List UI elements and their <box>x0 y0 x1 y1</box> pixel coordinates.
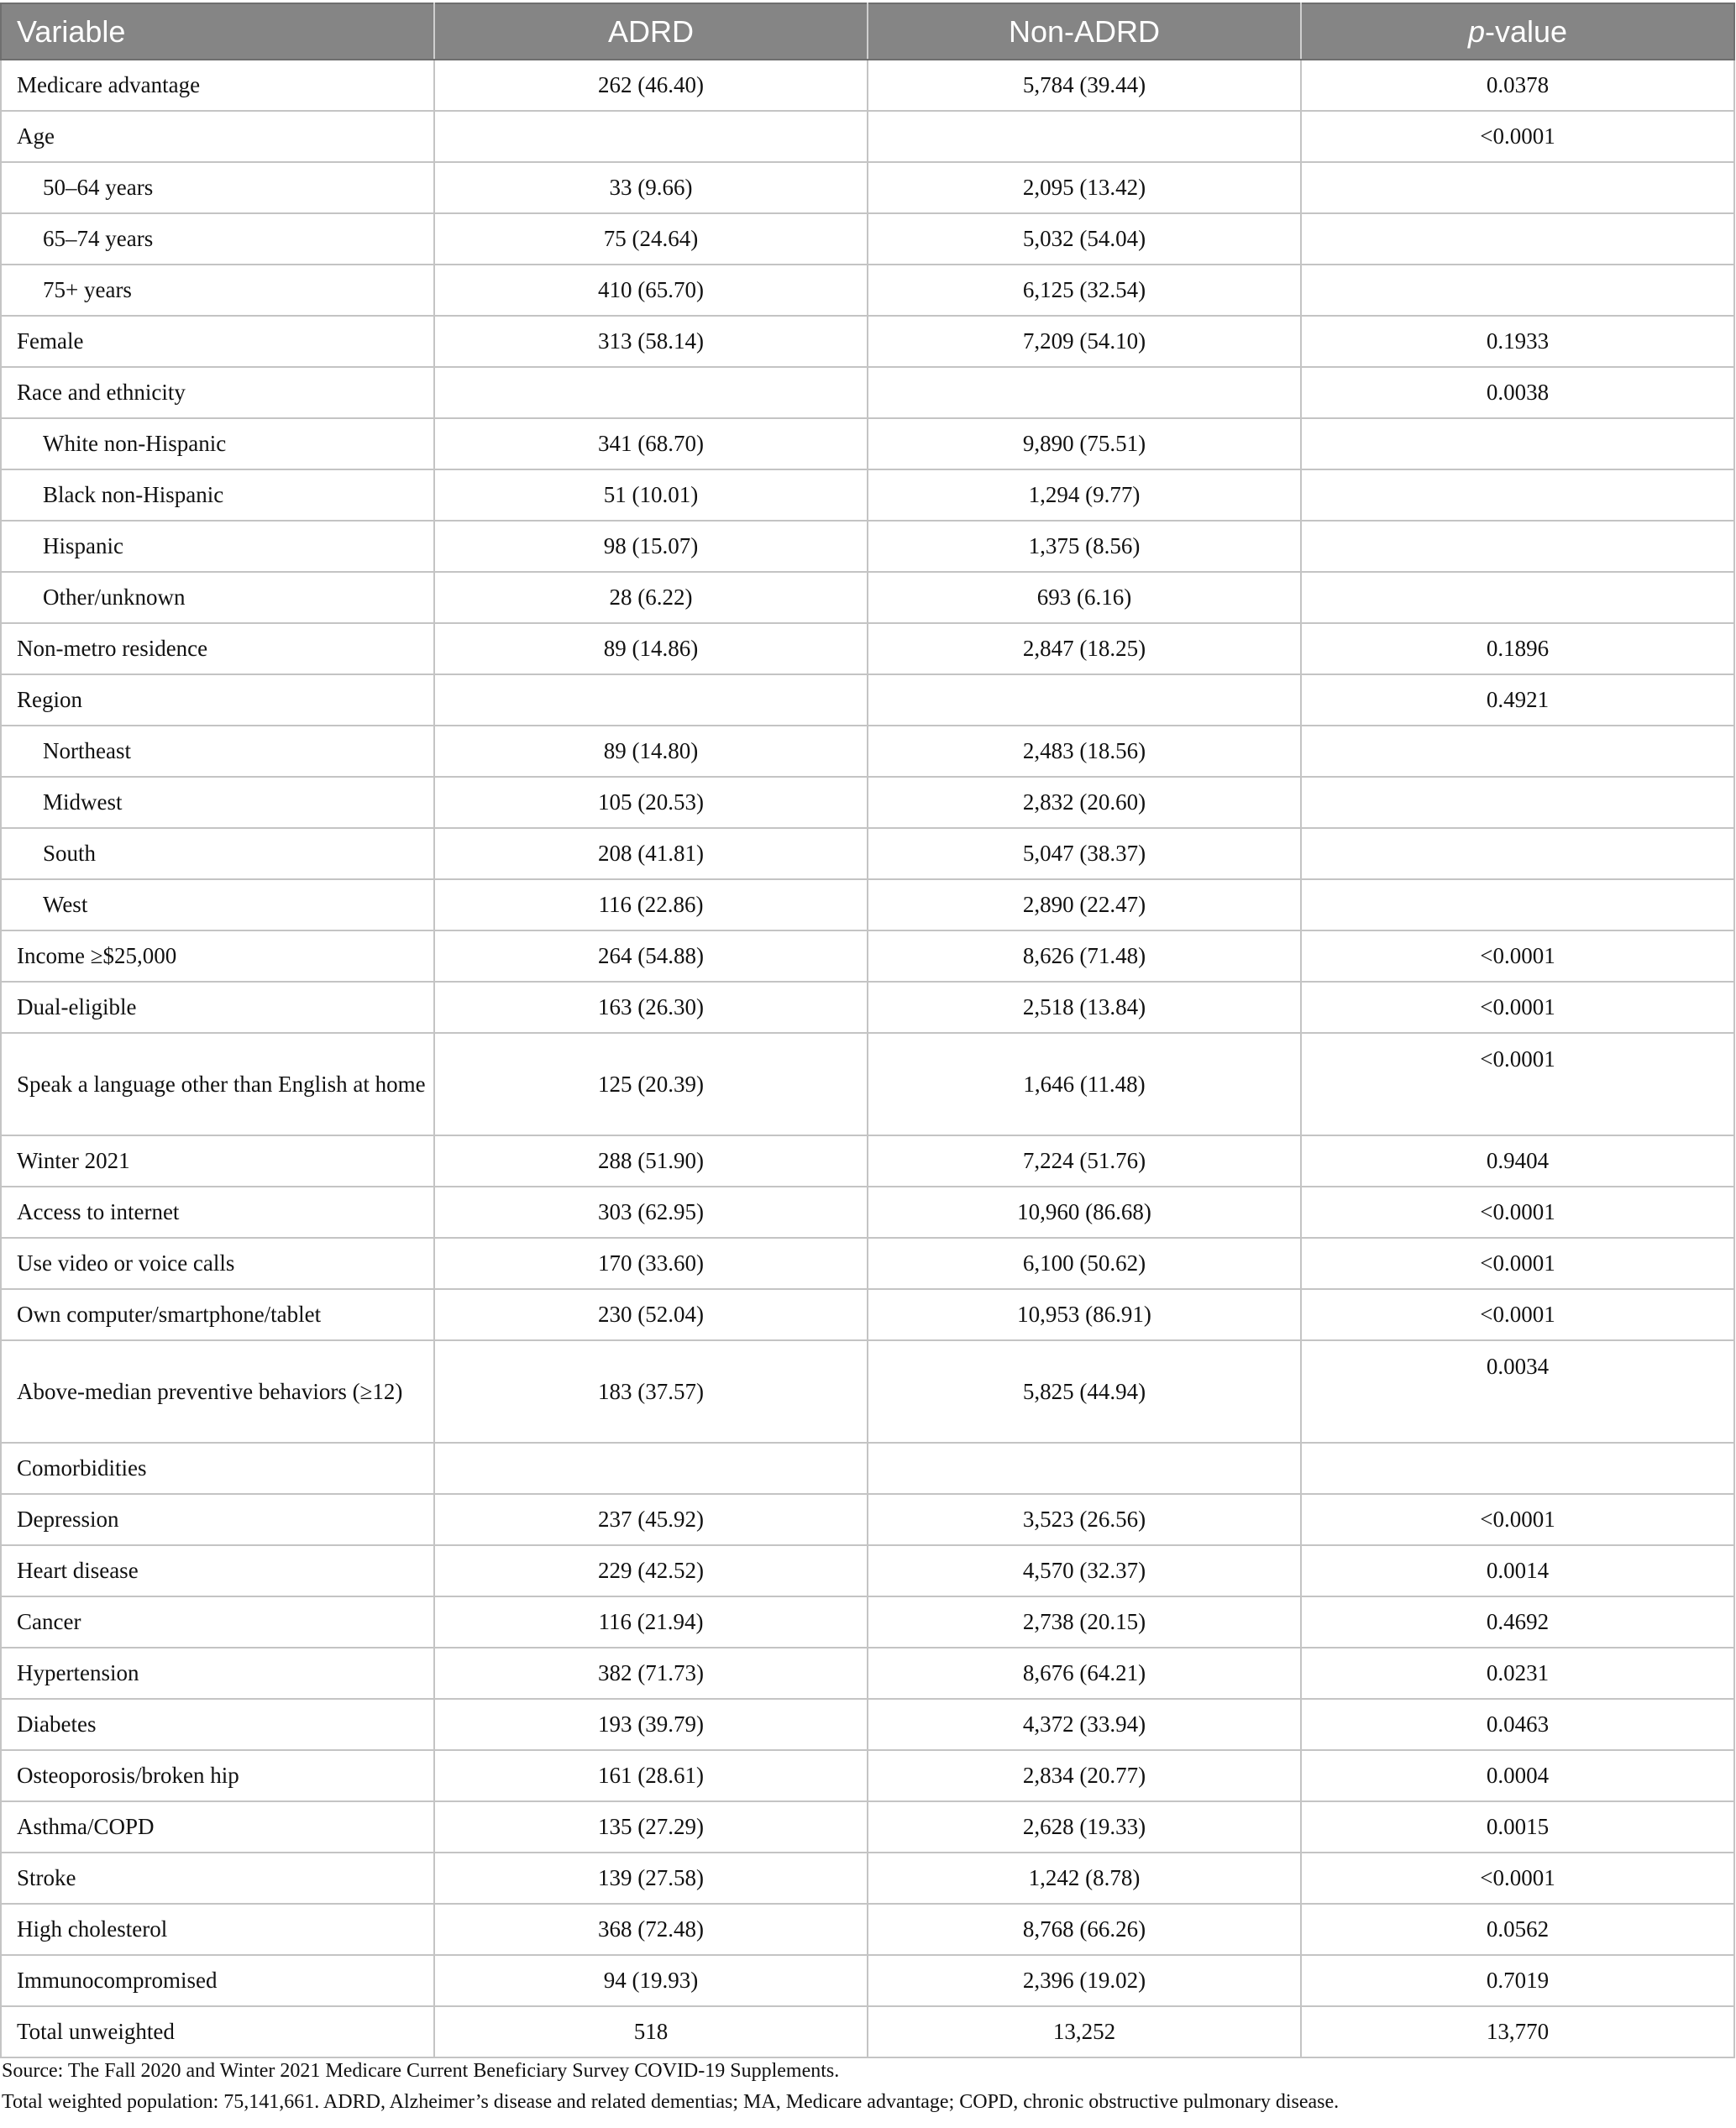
cell-variable: Heart disease <box>1 1545 434 1596</box>
cell-non-adrd: 1,375 (8.56) <box>868 521 1301 572</box>
cell-variable: 75+ years <box>1 265 434 316</box>
table-footnotes <box>2 2056 1732 2118</box>
cell-variable: West <box>1 879 434 930</box>
cell-p-value <box>1301 828 1734 879</box>
cell-non-adrd: 2,628 (19.33) <box>868 1801 1301 1853</box>
cell-adrd: 89 (14.86) <box>434 623 868 674</box>
cell-p-value: 0.7019 <box>1301 1955 1734 2006</box>
table-row <box>1 1904 1734 1955</box>
cell-p-value <box>1301 879 1734 930</box>
cell-p-value: <0.0001 <box>1301 111 1734 162</box>
cell-adrd: 94 (19.93) <box>434 1955 868 2006</box>
cell-non-adrd: 5,032 (54.04) <box>868 213 1301 265</box>
cell-adrd: 368 (72.48) <box>434 1904 868 1955</box>
cell-non-adrd: 3,523 (26.56) <box>868 1494 1301 1545</box>
cell-adrd: 116 (22.86) <box>434 879 868 930</box>
cell-adrd: 410 (65.70) <box>434 265 868 316</box>
cell-adrd: 262 (46.40) <box>434 60 868 111</box>
header-row <box>1 3 1734 60</box>
cell-non-adrd: 6,125 (32.54) <box>868 265 1301 316</box>
cell-adrd: 33 (9.66) <box>434 162 868 213</box>
table-row <box>1 316 1734 367</box>
cell-variable: Race and ethnicity <box>1 367 434 418</box>
table-row <box>1 1801 1734 1853</box>
table-row <box>1 930 1734 982</box>
cell-p-value: 13,770 <box>1301 2006 1734 2057</box>
cell-adrd: 264 (54.88) <box>434 930 868 982</box>
cell-adrd: 237 (45.92) <box>434 1494 868 1545</box>
cell-variable: Diabetes <box>1 1699 434 1750</box>
cell-variable: 50–64 years <box>1 162 434 213</box>
cell-non-adrd: 2,834 (20.77) <box>868 1750 1301 1801</box>
cell-variable: Asthma/COPD <box>1 1801 434 1853</box>
cell-variable: Income ≥$25,000 <box>1 930 434 982</box>
cell-adrd: 125 (20.39) <box>434 1033 868 1135</box>
cell-non-adrd: 10,960 (86.68) <box>868 1187 1301 1238</box>
cell-adrd <box>434 111 868 162</box>
cell-adrd: 303 (62.95) <box>434 1187 868 1238</box>
cell-adrd: 208 (41.81) <box>434 828 868 879</box>
cell-variable: Female <box>1 316 434 367</box>
cell-non-adrd: 7,209 (54.10) <box>868 316 1301 367</box>
cell-adrd <box>434 674 868 726</box>
table-row <box>1 1340 1734 1443</box>
cell-adrd <box>434 367 868 418</box>
cell-non-adrd <box>868 1443 1301 1494</box>
cell-variable: Age <box>1 111 434 162</box>
cell-non-adrd: 7,224 (51.76) <box>868 1135 1301 1187</box>
cell-non-adrd: 10,953 (86.91) <box>868 1289 1301 1340</box>
cell-variable: Total unweighted <box>1 2006 434 2057</box>
abbreviation-note: Total weighted population: 75,141,661. ADRD, Alzheimer’s disease and related dementias; MA, Medicare advantage; COPD, chronic obstructive pulmonary disease. <box>2 2091 1340 2113</box>
cell-adrd: 89 (14.80) <box>434 726 868 777</box>
cell-variable: 65–74 years <box>1 213 434 265</box>
cell-p-value: 0.0562 <box>1301 1904 1734 1955</box>
cell-non-adrd: 4,570 (32.37) <box>868 1545 1301 1596</box>
table-row <box>1 982 1734 1033</box>
cell-variable: White non-Hispanic <box>1 418 434 469</box>
cell-adrd: 518 <box>434 2006 868 2057</box>
cell-p-value: 0.0038 <box>1301 367 1734 418</box>
table-row <box>1 879 1734 930</box>
cell-adrd: 382 (71.73) <box>434 1648 868 1699</box>
cell-non-adrd: 2,890 (22.47) <box>868 879 1301 930</box>
table-row <box>1 469 1734 521</box>
cell-p-value <box>1301 521 1734 572</box>
cell-p-value: 0.9404 <box>1301 1135 1734 1187</box>
cell-p-value: 0.0034 <box>1301 1340 1734 1443</box>
source-note: Source: The Fall 2020 and Winter 2021 Medicare Current Beneficiary Survey COVID-19 Supplements. <box>2 2060 840 2082</box>
table-row <box>1 1033 1734 1135</box>
cell-adrd: 170 (33.60) <box>434 1238 868 1289</box>
cell-p-value: 0.0378 <box>1301 60 1734 111</box>
cell-p-value <box>1301 469 1734 521</box>
cell-adrd: 229 (42.52) <box>434 1545 868 1596</box>
table-row <box>1 418 1734 469</box>
cell-variable: Other/unknown <box>1 572 434 623</box>
cell-variable: Use video or voice calls <box>1 1238 434 1289</box>
table-row <box>1 828 1734 879</box>
cell-p-value <box>1301 726 1734 777</box>
cell-adrd: 105 (20.53) <box>434 777 868 828</box>
cell-non-adrd: 2,847 (18.25) <box>868 623 1301 674</box>
cell-non-adrd: 4,372 (33.94) <box>868 1699 1301 1750</box>
cell-non-adrd: 13,252 <box>868 2006 1301 2057</box>
cell-variable: Medicare advantage <box>1 60 434 111</box>
table-row <box>1 2006 1734 2057</box>
cell-adrd: 139 (27.58) <box>434 1853 868 1904</box>
cell-p-value: 0.4692 <box>1301 1596 1734 1648</box>
cell-adrd: 313 (58.14) <box>434 316 868 367</box>
header-non-adrd: Non-ADRD <box>868 3 1301 60</box>
cell-non-adrd: 2,832 (20.60) <box>868 777 1301 828</box>
cell-adrd: 116 (21.94) <box>434 1596 868 1648</box>
cell-p-value: <0.0001 <box>1301 1289 1734 1340</box>
cell-p-value: <0.0001 <box>1301 930 1734 982</box>
data-table <box>0 3 1735 2058</box>
cell-variable: Dual-eligible <box>1 982 434 1033</box>
header-p-suffix: -value <box>1484 13 1568 49</box>
cell-variable: Own computer/smartphone/tablet <box>1 1289 434 1340</box>
cell-non-adrd: 1,242 (8.78) <box>868 1853 1301 1904</box>
cell-p-value: <0.0001 <box>1301 982 1734 1033</box>
cell-adrd: 161 (28.61) <box>434 1750 868 1801</box>
cell-adrd: 163 (26.30) <box>434 982 868 1033</box>
cell-p-value: 0.0463 <box>1301 1699 1734 1750</box>
table-row <box>1 1853 1734 1904</box>
cell-variable: Immunocompromised <box>1 1955 434 2006</box>
table-row <box>1 367 1734 418</box>
cell-p-value: 0.0004 <box>1301 1750 1734 1801</box>
cell-variable: Winter 2021 <box>1 1135 434 1187</box>
cell-variable: Cancer <box>1 1596 434 1648</box>
table-row <box>1 60 1734 111</box>
header-p-value <box>1301 3 1734 60</box>
header-p-letter: p <box>1467 13 1485 49</box>
cell-adrd: 341 (68.70) <box>434 418 868 469</box>
cell-p-value: 0.4921 <box>1301 674 1734 726</box>
table-row <box>1 1289 1734 1340</box>
cell-non-adrd: 1,294 (9.77) <box>868 469 1301 521</box>
table-row <box>1 726 1734 777</box>
table-row <box>1 777 1734 828</box>
cell-variable: Midwest <box>1 777 434 828</box>
cell-non-adrd: 2,738 (20.15) <box>868 1596 1301 1648</box>
table-row <box>1 1545 1734 1596</box>
cell-non-adrd: 2,095 (13.42) <box>868 162 1301 213</box>
cell-p-value: <0.0001 <box>1301 1033 1734 1135</box>
cell-p-value <box>1301 777 1734 828</box>
cell-non-adrd: 5,825 (44.94) <box>868 1340 1301 1443</box>
cell-adrd: 98 (15.07) <box>434 521 868 572</box>
cell-p-value: 0.0015 <box>1301 1801 1734 1853</box>
header-adrd: ADRD <box>434 3 868 60</box>
cell-p-value: 0.0014 <box>1301 1545 1734 1596</box>
cell-variable: Stroke <box>1 1853 434 1904</box>
cell-non-adrd: 1,646 (11.48) <box>868 1033 1301 1135</box>
table-row <box>1 213 1734 265</box>
cell-variable: Osteoporosis/broken hip <box>1 1750 434 1801</box>
cell-p-value <box>1301 265 1734 316</box>
cell-p-value <box>1301 572 1734 623</box>
table-row <box>1 1443 1734 1494</box>
cell-p-value: <0.0001 <box>1301 1494 1734 1545</box>
cell-p-value: <0.0001 <box>1301 1238 1734 1289</box>
cell-p-value <box>1301 162 1734 213</box>
cell-p-value <box>1301 1443 1734 1494</box>
table-row <box>1 1135 1734 1187</box>
cell-variable: Hypertension <box>1 1648 434 1699</box>
cell-variable: Depression <box>1 1494 434 1545</box>
table-row <box>1 1750 1734 1801</box>
cell-non-adrd: 5,047 (38.37) <box>868 828 1301 879</box>
cell-variable: Access to internet <box>1 1187 434 1238</box>
table-row <box>1 572 1734 623</box>
cell-variable: Above-median preventive behaviors (≥12) <box>1 1340 434 1443</box>
cell-variable: Northeast <box>1 726 434 777</box>
header-variable: Variable <box>1 3 434 60</box>
table-row <box>1 1187 1734 1238</box>
cell-non-adrd: 6,100 (50.62) <box>868 1238 1301 1289</box>
cell-non-adrd: 8,676 (64.21) <box>868 1648 1301 1699</box>
cell-adrd: 135 (27.29) <box>434 1801 868 1853</box>
cell-variable: Comorbidities <box>1 1443 434 1494</box>
cell-adrd: 183 (37.57) <box>434 1340 868 1443</box>
cell-p-value: <0.0001 <box>1301 1187 1734 1238</box>
table-row <box>1 1596 1734 1648</box>
cell-non-adrd <box>868 674 1301 726</box>
table-row <box>1 623 1734 674</box>
cell-non-adrd <box>868 367 1301 418</box>
cell-adrd: 51 (10.01) <box>434 469 868 521</box>
cell-non-adrd: 2,396 (19.02) <box>868 1955 1301 2006</box>
table-row <box>1 1955 1734 2006</box>
cell-non-adrd: 693 (6.16) <box>868 572 1301 623</box>
table-row <box>1 111 1734 162</box>
cell-adrd: 75 (24.64) <box>434 213 868 265</box>
cell-variable: Non-metro residence <box>1 623 434 674</box>
cell-adrd: 193 (39.79) <box>434 1699 868 1750</box>
cell-variable: Region <box>1 674 434 726</box>
table-row <box>1 1494 1734 1545</box>
cell-adrd: 28 (6.22) <box>434 572 868 623</box>
cell-variable: High cholesterol <box>1 1904 434 1955</box>
cell-p-value: 0.1933 <box>1301 316 1734 367</box>
table-row <box>1 265 1734 316</box>
cell-non-adrd: 9,890 (75.51) <box>868 418 1301 469</box>
cell-non-adrd: 8,626 (71.48) <box>868 930 1301 982</box>
cell-non-adrd <box>868 111 1301 162</box>
cell-p-value: <0.0001 <box>1301 1853 1734 1904</box>
cell-non-adrd: 5,784 (39.44) <box>868 60 1301 111</box>
cell-p-value: 0.0231 <box>1301 1648 1734 1699</box>
table-row <box>1 521 1734 572</box>
cell-variable: Speak a language other than English at home <box>1 1033 434 1135</box>
cell-p-value: 0.1896 <box>1301 623 1734 674</box>
table-row <box>1 1648 1734 1699</box>
cell-non-adrd: 2,518 (13.84) <box>868 982 1301 1033</box>
table-row <box>1 1238 1734 1289</box>
table-row <box>1 1699 1734 1750</box>
cell-p-value <box>1301 418 1734 469</box>
cell-non-adrd: 2,483 (18.56) <box>868 726 1301 777</box>
cell-adrd <box>434 1443 868 1494</box>
cell-adrd: 288 (51.90) <box>434 1135 868 1187</box>
cell-adrd: 230 (52.04) <box>434 1289 868 1340</box>
cell-p-value <box>1301 213 1734 265</box>
cell-variable: South <box>1 828 434 879</box>
cell-non-adrd: 8,768 (66.26) <box>868 1904 1301 1955</box>
cell-variable: Black non-Hispanic <box>1 469 434 521</box>
cell-variable: Hispanic <box>1 521 434 572</box>
table-row <box>1 162 1734 213</box>
table-row <box>1 674 1734 726</box>
